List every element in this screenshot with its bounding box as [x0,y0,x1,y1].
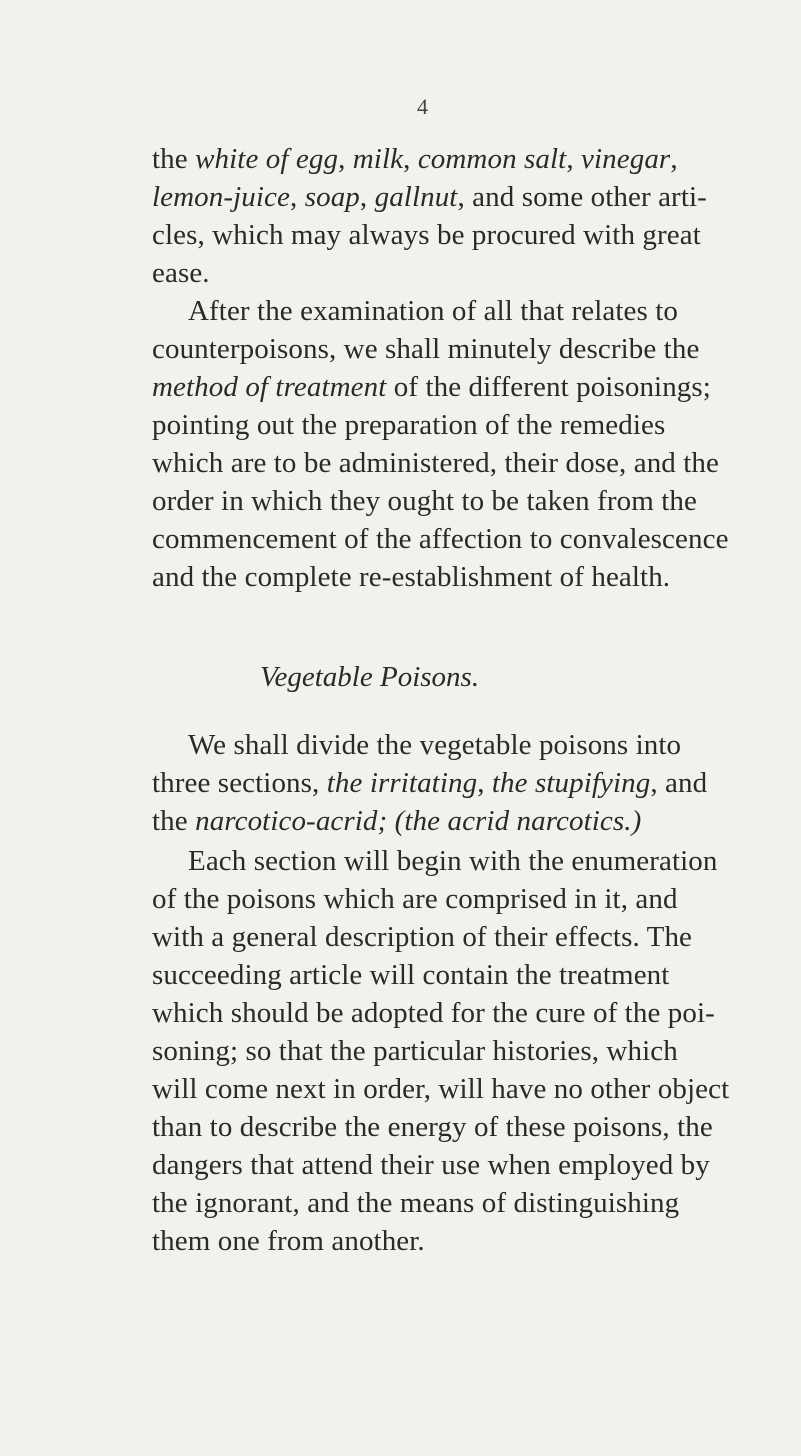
italic-term: the irritating [326,767,478,799]
italic-term: vinegar [581,143,671,175]
text-line: succeeding article will contain the treatment [152,959,670,991]
italic-term: white of egg [195,143,339,175]
text-line: We shall divide the vegetable poisons into [188,729,682,761]
text-line: than to describe the energy of these poisons, the [152,1111,713,1143]
text-line: with a general description of their effects. The [152,921,693,953]
italic-term: the stupifying [491,767,651,799]
text-line: dangers that attend their use when employed by [152,1149,710,1181]
italic-term: common salt [417,143,567,175]
text-line: After the examination of all that relates to [188,295,678,327]
text-line: which are to be administered, their dose, and the [152,447,719,479]
text-line: lemon-juice, soap, gallnut, and some other arti- [152,181,707,213]
text-line: ease. [152,257,210,289]
italic-term: soap [304,181,360,213]
text-line: the ignorant, and the means of distinguishing [152,1187,680,1219]
italic-term: narcotico-acrid; (the acrid narcotics.) [195,805,642,837]
text-line: commencement of the affection to convalescence [152,523,729,555]
text-line: counterpoisons, we shall minutely describe the [152,333,700,365]
page-number: 4 [417,94,428,119]
text-line: will come next in order, will have no other object [152,1073,730,1105]
text-line: three sections, the irritating, the stupifying, and [152,767,708,799]
italic-term: gallnut [374,181,458,213]
italic-term: method of treatment [152,371,387,403]
text-line: them one from another. [152,1225,425,1257]
text-line: of the poisons which are comprised in it, and [152,883,678,915]
text-line: order in which they ought to be taken from the [152,485,697,517]
text-line: pointing out the preparation of the remedies [152,409,666,441]
text-line: Each section will begin with the enumeration [188,845,718,877]
text-line: the narcotico-acrid; (the acrid narcotics.) [152,805,642,837]
text-line: cles, which may always be procured with great [152,219,701,251]
text-line: soning; so that the particular histories, which [152,1035,678,1067]
italic-term: lemon-juice [152,181,290,213]
text-line: and the complete re-establishment of health. [152,561,671,593]
text-line: which should be adopted for the cure of the poi- [152,997,715,1029]
section-heading: Vegetable Poisons. [260,661,480,693]
text-line: the white of egg, milk, common salt, vinegar, [152,143,678,175]
text-line: method of treatment of the different poisonings; [152,371,711,403]
italic-term: milk [352,143,404,175]
